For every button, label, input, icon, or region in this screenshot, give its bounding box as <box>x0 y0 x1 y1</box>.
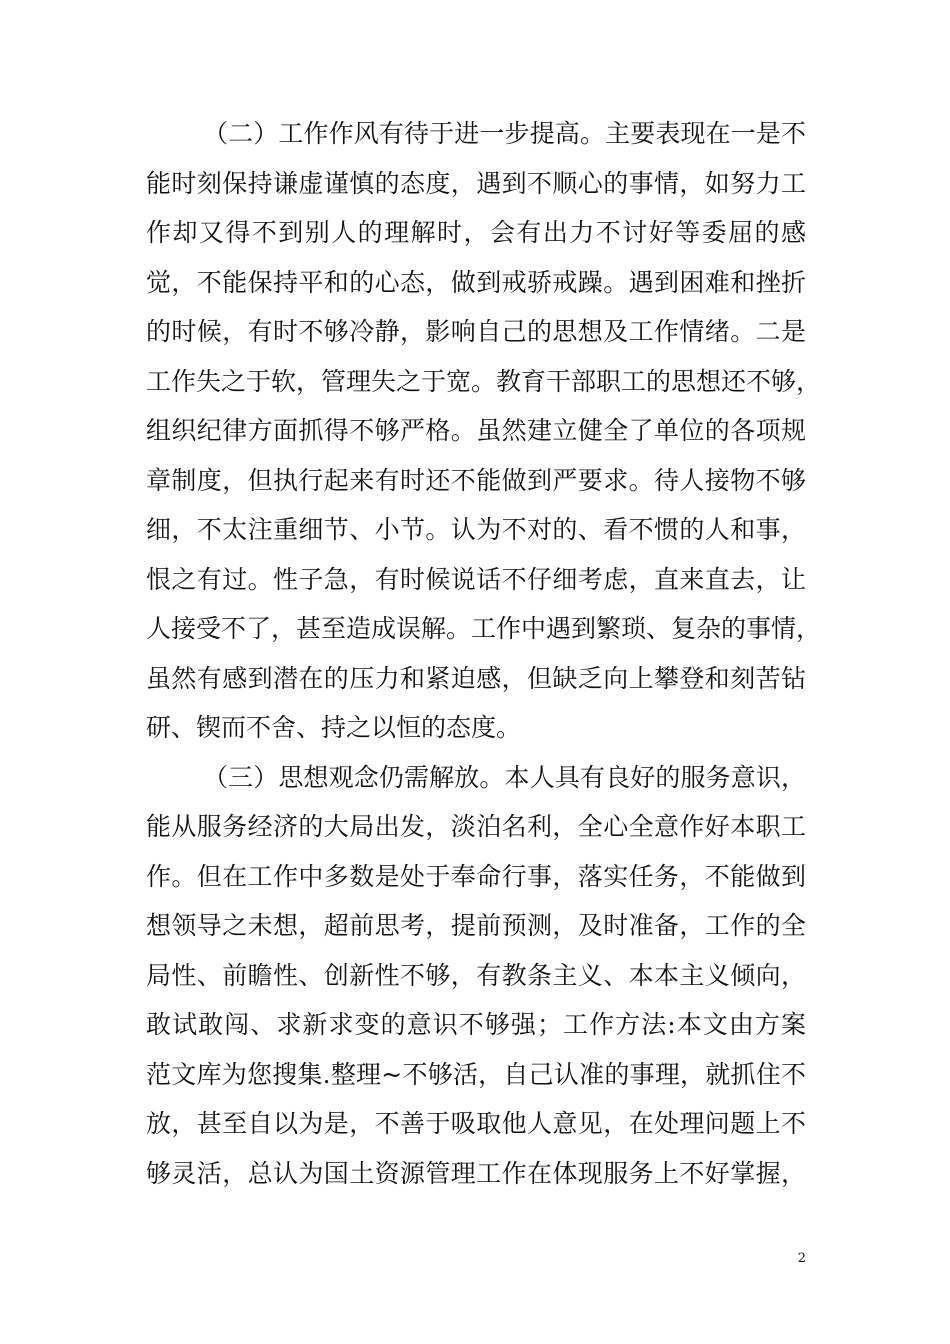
page-number: 2 <box>797 1251 806 1266</box>
text-line: 作。但在工作中多数是处于奉命行事，落实任务，不能做到 <box>146 861 806 891</box>
text-line: 敢试敢闯、求新求变的意识不够强；工作方法:本文由方案 <box>146 1010 806 1039</box>
text-line: 工作失之于软，管理失之于宽。教育干部职工的思想还不够， <box>146 366 822 396</box>
text-line: 范文库为您搜集.整理~不够活，自己认准的事理，就抓住不 <box>146 1059 806 1089</box>
text-line: 研、锲而不舍、持之以恒的态度。 <box>146 713 522 742</box>
text-line: 细，不太注重细节、小节。认为不对的、看不惯的人和事， <box>146 515 806 544</box>
text-line: 放，甚至自以为是，不善于吸取他人意见，在处理问题上不 <box>146 1109 806 1138</box>
document-body <box>146 109 822 1198</box>
text-line: 想领导之未想，超前思考，提前预测，及时准备，工作的全 <box>146 911 806 940</box>
text-line: 够灵活，总认为国土资源管理工作在体现服务上不好掌握， <box>146 1158 806 1188</box>
text-line: 能从服务经济的大局出发，淡泊名利，全心全意作好本职工 <box>146 812 806 841</box>
text-line: （三）思想观念仍需解放。本人具有良好的服务意识， <box>203 762 806 792</box>
paragraph-section-2 <box>146 109 822 753</box>
text-line: 觉，不能保持平和的心态，做到戒骄戒躁。遇到困难和挫折 <box>146 267 806 297</box>
text-line: 能时刻保持谦虚谨慎的态度，遇到不顺心的事情，如努力工 <box>146 168 806 198</box>
text-line: 恨之有过。性子急，有时候说话不仔细考虑，直来直去，让 <box>146 564 806 594</box>
text-line: 章制度，但执行起来有时还不能做到严要求。待人接物不够 <box>146 465 806 495</box>
text-line: 人接受不了，甚至造成误解。工作中遇到繁琐、复杂的事情， <box>146 614 822 643</box>
text-line: 作却又得不到别人的理解时，会有出力不讨好等委屈的感 <box>146 218 806 247</box>
text-line: 局性、前瞻性、创新性不够，有教条主义、本本主义倾向， <box>146 960 806 990</box>
text-line: 组织纪律方面抓得不够严格。虽然建立健全了单位的各项规 <box>146 416 806 445</box>
text-line: 虽然有感到潜在的压力和紧迫感，但缺乏向上攀登和刻苦钻 <box>146 663 806 693</box>
text-line: 的时候，有时不够冷静，影响自己的思想及工作情绪。二是 <box>146 317 806 346</box>
paragraph-section-3 <box>146 753 806 1199</box>
text-line: （二）工作作风有待于进一步提高。主要表现在一是不 <box>203 119 806 148</box>
